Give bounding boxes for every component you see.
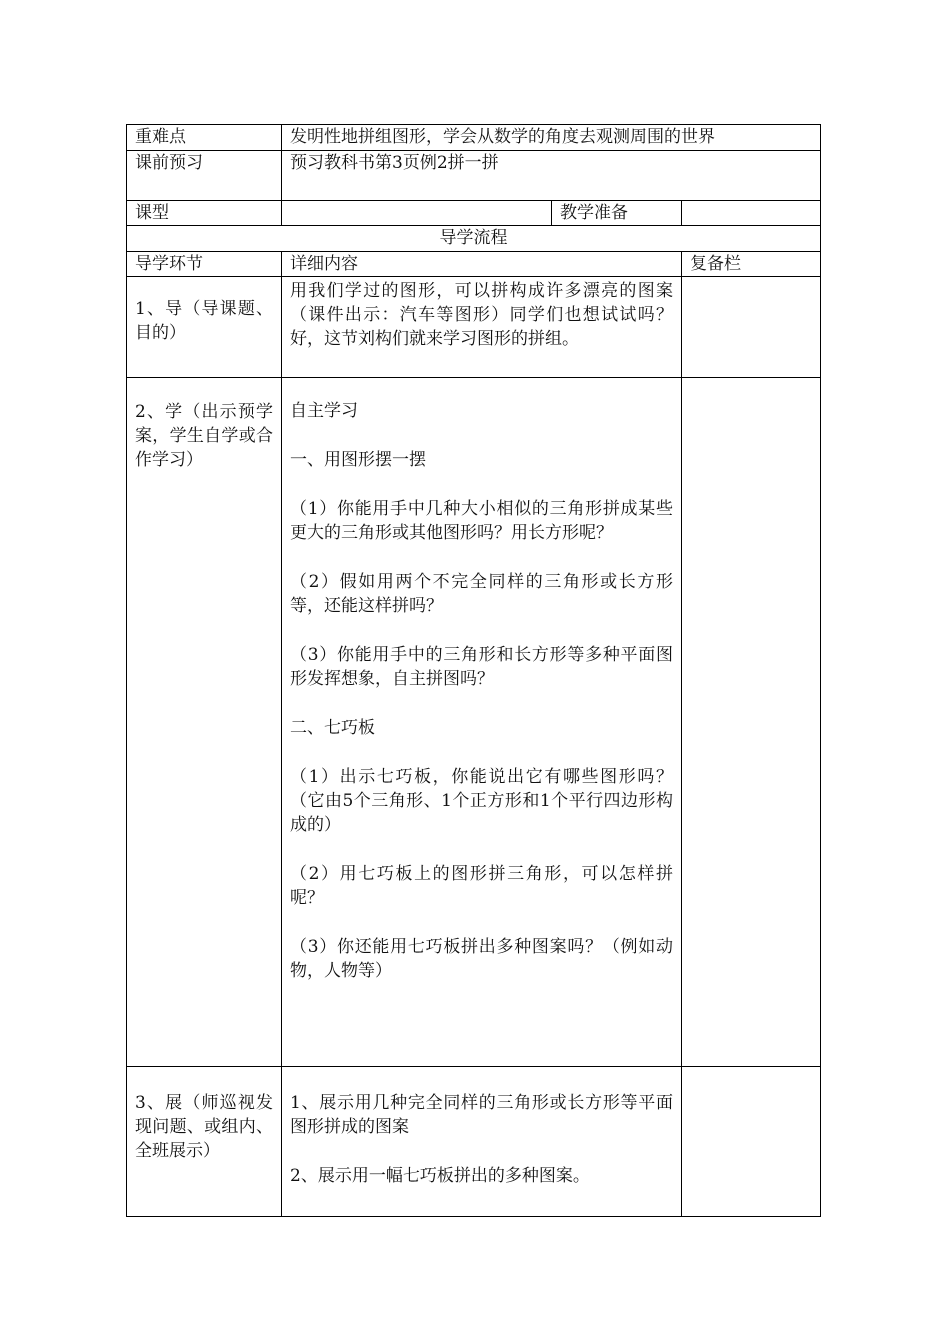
preview-label: 课前预习 (127, 151, 282, 201)
teaching-prep-label: 教学准备 (552, 201, 682, 226)
part1-question-3: （3）你能用手中的三角形和长方形等多种平面图形发挥想象，自主拼图吗？ (290, 645, 673, 689)
intro-row (127, 277, 821, 378)
part2-question-1: （1）出示七巧板，你能说出它有哪些图形吗？（它由5个三角形、1个正方形和1个平行四边形构成的） (290, 767, 673, 835)
learn-row (127, 378, 821, 1067)
preview-row (127, 151, 821, 201)
show-stage: 3、展（师巡视发现问题、或组内、全班展示） (127, 1067, 282, 1217)
part2-title: 二、七巧板 (290, 718, 375, 738)
header-review: 复备栏 (682, 252, 821, 277)
intro-content: 用我们学过的图形，可以拼构成许多漂亮的图案（课件出示：汽车等图形）同学们也想试试吗？好，这节刘构们就来学习图形的拼组。 (282, 277, 682, 378)
header-row (127, 252, 821, 277)
header-stage: 导学环节 (127, 252, 282, 277)
show-review-cell (682, 1067, 821, 1217)
part2-question-3: （3）你还能用七巧板拼出多种图案吗？（例如动物，人物等） (290, 937, 673, 981)
learn-stage: 2、学（出示预学案，学生自学或合作学习） (127, 378, 282, 1067)
part1-question-1: （1）你能用手中几种大小相似的三角形拼成某些更大的三角形或其他图形吗？用长方形呢？ (290, 499, 673, 543)
intro-stage: 1、导（导课题、目的） (127, 277, 282, 378)
part1-question-2: （2）假如用两个不完全同样的三角形或长方形等，还能这样拼吗？ (290, 572, 673, 616)
lesson-plan-table (126, 124, 821, 1217)
part2-question-2: （2）用七巧板上的图形拼三角形，可以怎样拼呢？ (290, 864, 673, 908)
key-points-row (127, 125, 821, 151)
learn-review-cell (682, 378, 821, 1067)
show-content (282, 1067, 682, 1217)
learn-content (282, 378, 682, 1067)
show-row (127, 1067, 821, 1217)
flow-title-row (127, 226, 821, 252)
lesson-type-value (282, 201, 552, 226)
preview-content: 预习教科书第3页例2拼一拼 (282, 151, 821, 201)
self-study-title: 自主学习 (290, 401, 358, 421)
lesson-type-row (127, 201, 821, 226)
intro-review-cell (682, 277, 821, 378)
teaching-prep-value (682, 201, 821, 226)
header-content: 详细内容 (282, 252, 682, 277)
show-item-2: 2、展示用一幅七巧板拼出的多种图案。 (290, 1166, 590, 1186)
flow-title: 导学流程 (127, 226, 821, 252)
lesson-type-label: 课型 (127, 201, 282, 226)
key-points-content: 发明性地拼组图形，学会从数学的角度去观测周围的世界 (282, 125, 821, 151)
key-points-label: 重难点 (127, 125, 282, 151)
show-item-1: 1、展示用几种完全同样的三角形或长方形等平面图形拼成的图案 (290, 1093, 673, 1137)
part1-title: 一、用图形摆一摆 (290, 450, 426, 470)
